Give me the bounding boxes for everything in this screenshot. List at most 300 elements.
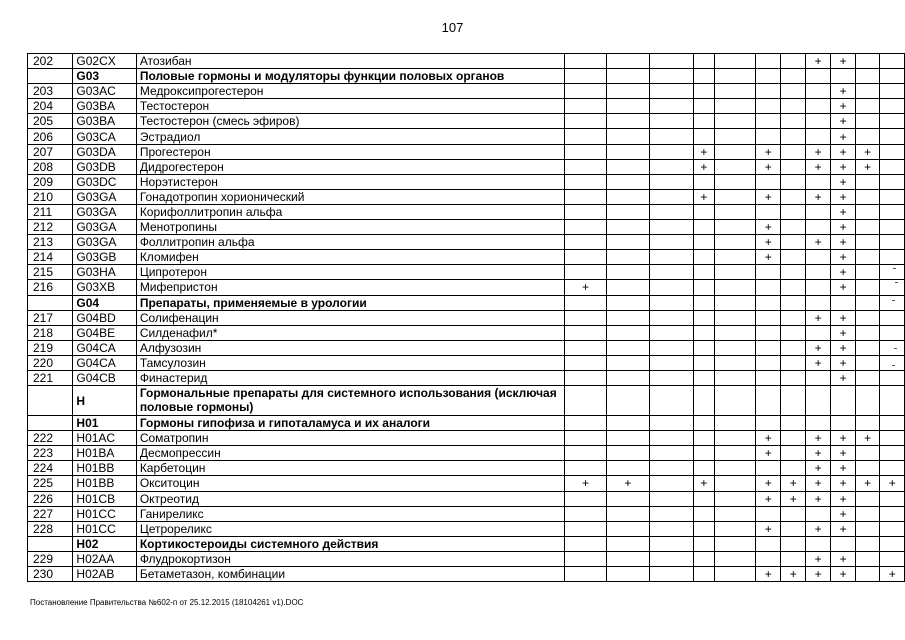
mark-cell [565, 310, 607, 325]
mark-cell [880, 355, 905, 370]
mark-cell [831, 370, 856, 385]
mark-cell [693, 521, 715, 536]
atc-code-cell: H01CB [73, 491, 136, 506]
mark-cell [565, 551, 607, 566]
mark-cell [781, 189, 806, 204]
mark-cell [693, 310, 715, 325]
mark-cell [565, 476, 607, 491]
plus-mark: + [700, 189, 708, 204]
mark-cell [781, 325, 806, 340]
mark-cell [565, 340, 607, 355]
mark-cell [755, 551, 780, 566]
group-header-row [28, 69, 905, 84]
mark-cell [565, 521, 607, 536]
table-row [28, 461, 905, 476]
atc-code-cell: G03DB [73, 159, 136, 174]
mark-cell [831, 144, 856, 159]
group-header-row [28, 386, 905, 416]
plus-mark: + [839, 431, 847, 446]
mark-cell [565, 250, 607, 265]
mark-cell [831, 250, 856, 265]
table-row [28, 521, 905, 536]
mark-cell [781, 204, 806, 219]
mark-cell [693, 159, 715, 174]
drug-name-cell: Корифоллитропин альфа [136, 204, 564, 219]
table-row [28, 506, 905, 521]
mark-cell [693, 567, 715, 582]
plus-mark: + [814, 431, 822, 446]
row-number-cell: 210 [28, 189, 73, 204]
mark-cell [831, 476, 856, 491]
mark-cell [880, 204, 905, 219]
mark-cell [565, 174, 607, 189]
row-number-cell: 220 [28, 355, 73, 370]
plus-mark: + [839, 114, 847, 129]
mark-cell [565, 204, 607, 219]
mark-cell [855, 355, 880, 370]
mark-cell [755, 295, 780, 310]
drug-name-cell: Ципротерон [136, 265, 564, 280]
mark-cell [715, 476, 756, 491]
mark-cell [755, 431, 780, 446]
plus-mark: + [814, 551, 822, 566]
mark-cell [805, 114, 830, 129]
plus-mark: + [839, 371, 847, 386]
mark-cell [855, 69, 880, 84]
mark-cell [606, 521, 649, 536]
plus-mark: + [839, 506, 847, 521]
mark-cell [755, 159, 780, 174]
mark-cell [855, 567, 880, 582]
scan-artifact [892, 300, 895, 301]
mark-cell [565, 235, 607, 250]
mark-cell [606, 506, 649, 521]
atc-code-cell: H01CC [73, 521, 136, 536]
mark-cell [831, 461, 856, 476]
mark-cell [880, 189, 905, 204]
mark-cell [606, 476, 649, 491]
mark-cell [831, 386, 856, 416]
mark-cell [649, 69, 693, 84]
plus-mark: + [814, 355, 822, 370]
mark-cell [781, 174, 806, 189]
mark-cell [880, 235, 905, 250]
mark-cell [855, 114, 880, 129]
mark-cell [855, 416, 880, 431]
atc-code-cell: H01BB [73, 461, 136, 476]
mark-cell [880, 506, 905, 521]
plus-mark: + [814, 189, 822, 204]
mark-cell [755, 506, 780, 521]
mark-cell [755, 84, 780, 99]
mark-cell [693, 265, 715, 280]
drug-name-cell: Гормоны гипофиза и гипоталамуса и их аналоги [136, 416, 564, 431]
mark-cell [805, 69, 830, 84]
mark-cell [755, 536, 780, 551]
plus-mark: + [814, 159, 822, 174]
row-number-cell [28, 386, 73, 416]
plus-mark: + [864, 159, 872, 174]
row-number-cell: 221 [28, 370, 73, 385]
mark-cell [565, 69, 607, 84]
mark-cell [606, 446, 649, 461]
plus-mark: + [764, 567, 772, 582]
mark-cell [781, 295, 806, 310]
mark-cell [831, 325, 856, 340]
drug-name-cell: Препараты, применяемые в урологии [136, 295, 564, 310]
plus-mark: + [764, 476, 772, 491]
table-row [28, 370, 905, 385]
row-number-cell: 218 [28, 325, 73, 340]
mark-cell [855, 250, 880, 265]
group-header-row [28, 416, 905, 431]
plus-mark: + [814, 310, 822, 325]
mark-cell [755, 355, 780, 370]
mark-cell [565, 416, 607, 431]
mark-cell [755, 54, 780, 69]
mark-cell [755, 280, 780, 295]
mark-cell [649, 204, 693, 219]
mark-cell [880, 220, 905, 235]
mark-cell [880, 551, 905, 566]
row-number-cell [28, 416, 73, 431]
mark-cell [805, 491, 830, 506]
mark-cell [781, 386, 806, 416]
mark-cell [855, 521, 880, 536]
mark-cell [755, 325, 780, 340]
mark-cell [606, 204, 649, 219]
page-number: 107 [441, 20, 464, 35]
mark-cell [715, 310, 756, 325]
plus-mark: + [814, 567, 822, 582]
mark-cell [649, 551, 693, 566]
atc-code-cell: G04CA [73, 355, 136, 370]
mark-cell [880, 370, 905, 385]
mark-cell [880, 174, 905, 189]
mark-cell [855, 310, 880, 325]
drug-name-cell: Тестостерон [136, 99, 564, 114]
mark-cell [649, 476, 693, 491]
mark-cell [715, 416, 756, 431]
mark-cell [606, 114, 649, 129]
mark-cell [565, 114, 607, 129]
mark-cell [880, 416, 905, 431]
mark-cell [781, 506, 806, 521]
mark-cell [606, 54, 649, 69]
plus-mark: + [839, 355, 847, 370]
mark-cell [649, 54, 693, 69]
drug-name-cell: Солифенацин [136, 310, 564, 325]
table-row [28, 204, 905, 219]
mark-cell [855, 235, 880, 250]
mark-cell [606, 265, 649, 280]
mark-cell [755, 446, 780, 461]
mark-cell [781, 84, 806, 99]
mark-cell [805, 204, 830, 219]
mark-cell [693, 551, 715, 566]
mark-cell [693, 84, 715, 99]
row-number-cell [28, 536, 73, 551]
plus-mark: + [764, 189, 772, 204]
mark-cell [880, 491, 905, 506]
plus-mark: + [839, 235, 847, 250]
plus-mark: + [764, 144, 772, 159]
mark-cell [880, 340, 905, 355]
mark-cell [805, 567, 830, 582]
mark-cell [805, 250, 830, 265]
mark-cell [606, 189, 649, 204]
drug-name-cell: Фоллитропин альфа [136, 235, 564, 250]
mark-cell [880, 280, 905, 295]
mark-cell [649, 431, 693, 446]
mark-cell [755, 220, 780, 235]
atc-code-cell: G04CB [73, 370, 136, 385]
mark-cell [880, 144, 905, 159]
mark-cell [831, 446, 856, 461]
mark-cell [649, 144, 693, 159]
plus-mark: + [764, 159, 772, 174]
mark-cell [880, 431, 905, 446]
table-row [28, 265, 905, 280]
table-row [28, 446, 905, 461]
mark-cell [693, 69, 715, 84]
mark-cell [831, 54, 856, 69]
mark-cell [831, 567, 856, 582]
drug-name-cell: Кломифен [136, 250, 564, 265]
mark-cell [781, 446, 806, 461]
mark-cell [649, 114, 693, 129]
row-number-cell: 209 [28, 174, 73, 189]
plus-mark: + [814, 54, 822, 69]
mark-cell [755, 461, 780, 476]
mark-cell [805, 265, 830, 280]
mark-cell [831, 69, 856, 84]
mark-cell [755, 189, 780, 204]
mark-cell [606, 491, 649, 506]
plus-mark: + [839, 159, 847, 174]
plus-mark: + [839, 476, 847, 491]
plus-mark: + [864, 144, 872, 159]
mark-cell [715, 340, 756, 355]
mark-cell [805, 295, 830, 310]
atc-code-cell: G04BD [73, 310, 136, 325]
mark-cell [649, 355, 693, 370]
mark-cell [831, 506, 856, 521]
mark-cell [565, 386, 607, 416]
mark-cell [565, 491, 607, 506]
mark-cell [649, 506, 693, 521]
drug-name-cell: Бетаметазон, комбинации [136, 567, 564, 582]
mark-cell [606, 144, 649, 159]
mark-cell [693, 54, 715, 69]
mark-cell [781, 280, 806, 295]
row-number-cell: 217 [28, 310, 73, 325]
drug-name-cell: Дидрогестерон [136, 159, 564, 174]
mark-cell [880, 476, 905, 491]
row-number-cell: 216 [28, 280, 73, 295]
table-row [28, 325, 905, 340]
row-number-cell: 230 [28, 567, 73, 582]
plus-mark: + [839, 567, 847, 582]
mark-cell [831, 84, 856, 99]
atc-code-cell: G04CA [73, 340, 136, 355]
mark-cell [565, 54, 607, 69]
mark-cell [855, 340, 880, 355]
mark-cell [715, 54, 756, 69]
plus-mark: + [839, 129, 847, 144]
mark-cell [855, 280, 880, 295]
mark-cell [805, 416, 830, 431]
mark-cell [880, 54, 905, 69]
mark-cell [781, 521, 806, 536]
scan-artifact [895, 282, 898, 283]
mark-cell [855, 159, 880, 174]
mark-cell [831, 99, 856, 114]
mark-cell [781, 144, 806, 159]
mark-cell [606, 250, 649, 265]
plus-mark: + [700, 144, 708, 159]
atc-code-cell: H01CC [73, 506, 136, 521]
row-number-cell [28, 295, 73, 310]
mark-cell [805, 325, 830, 340]
mark-cell [831, 295, 856, 310]
mark-cell [855, 325, 880, 340]
mark-cell [781, 431, 806, 446]
plus-mark: + [839, 340, 847, 355]
mark-cell [805, 355, 830, 370]
mark-cell [855, 54, 880, 69]
mark-cell [649, 521, 693, 536]
mark-cell [693, 461, 715, 476]
mark-cell [755, 114, 780, 129]
plus-mark: + [839, 280, 847, 295]
plus-mark: + [839, 310, 847, 325]
plus-mark: + [700, 476, 708, 491]
mark-cell [805, 280, 830, 295]
mark-cell [805, 235, 830, 250]
plus-mark: + [814, 476, 822, 491]
drug-name-cell: Десмопрессин [136, 446, 564, 461]
mark-cell [880, 325, 905, 340]
plus-mark: + [581, 476, 589, 491]
plus-mark: + [839, 189, 847, 204]
mark-cell [831, 491, 856, 506]
mark-cell [781, 159, 806, 174]
mark-cell [831, 129, 856, 144]
mark-cell [805, 144, 830, 159]
mark-cell [565, 355, 607, 370]
mark-cell [715, 370, 756, 385]
mark-cell [855, 551, 880, 566]
mark-cell [693, 476, 715, 491]
row-number-cell: 219 [28, 340, 73, 355]
mark-cell [805, 386, 830, 416]
mark-cell [880, 159, 905, 174]
mark-cell [831, 551, 856, 566]
mark-cell [755, 99, 780, 114]
mark-cell [606, 220, 649, 235]
mark-cell [715, 325, 756, 340]
atc-code-cell: G03CA [73, 129, 136, 144]
mark-cell [880, 114, 905, 129]
mark-cell [565, 159, 607, 174]
mark-cell [880, 129, 905, 144]
mark-cell [693, 114, 715, 129]
plus-mark: + [839, 461, 847, 476]
mark-cell [565, 295, 607, 310]
atc-code-cell: G03GA [73, 189, 136, 204]
mark-cell [755, 521, 780, 536]
mark-cell [781, 265, 806, 280]
mark-cell [805, 310, 830, 325]
mark-cell [831, 174, 856, 189]
mark-cell [649, 129, 693, 144]
mark-cell [880, 99, 905, 114]
mark-cell [715, 235, 756, 250]
table-row [28, 144, 905, 159]
row-number-cell: 225 [28, 476, 73, 491]
plus-mark: + [839, 325, 847, 340]
mark-cell [606, 431, 649, 446]
mark-cell [781, 355, 806, 370]
table-row [28, 220, 905, 235]
mark-cell [565, 446, 607, 461]
drug-name-cell: Медроксипрогестерон [136, 84, 564, 99]
mark-cell [755, 340, 780, 355]
mark-cell [693, 446, 715, 461]
mark-cell [805, 189, 830, 204]
mark-cell [565, 325, 607, 340]
mark-cell [755, 129, 780, 144]
mark-cell [693, 295, 715, 310]
mark-cell [606, 355, 649, 370]
mark-cell [831, 265, 856, 280]
atc-code-cell: G03BA [73, 99, 136, 114]
mark-cell [715, 84, 756, 99]
mark-cell [715, 461, 756, 476]
plus-mark: + [764, 521, 772, 536]
table-row [28, 551, 905, 566]
mark-cell [649, 295, 693, 310]
atc-code-cell: H01AC [73, 431, 136, 446]
mark-cell [805, 521, 830, 536]
atc-code-cell: G03GB [73, 250, 136, 265]
mark-cell [606, 325, 649, 340]
mark-cell [715, 355, 756, 370]
drug-name-cell: Тестостерон (смесь эфиров) [136, 114, 564, 129]
row-number-cell: 213 [28, 235, 73, 250]
plus-mark: + [789, 567, 797, 582]
mark-cell [715, 536, 756, 551]
plus-mark: + [839, 265, 847, 280]
row-number-cell: 227 [28, 506, 73, 521]
mark-cell [831, 280, 856, 295]
mark-cell [649, 416, 693, 431]
mark-cell [831, 340, 856, 355]
table-row [28, 129, 905, 144]
mark-cell [880, 446, 905, 461]
mark-cell [781, 250, 806, 265]
atc-code-cell: G02CX [73, 54, 136, 69]
mark-cell [855, 431, 880, 446]
mark-cell [805, 340, 830, 355]
mark-cell [781, 461, 806, 476]
mark-cell [880, 310, 905, 325]
mark-cell [831, 536, 856, 551]
mark-cell [606, 99, 649, 114]
plus-mark: + [839, 491, 847, 506]
mark-cell [606, 129, 649, 144]
